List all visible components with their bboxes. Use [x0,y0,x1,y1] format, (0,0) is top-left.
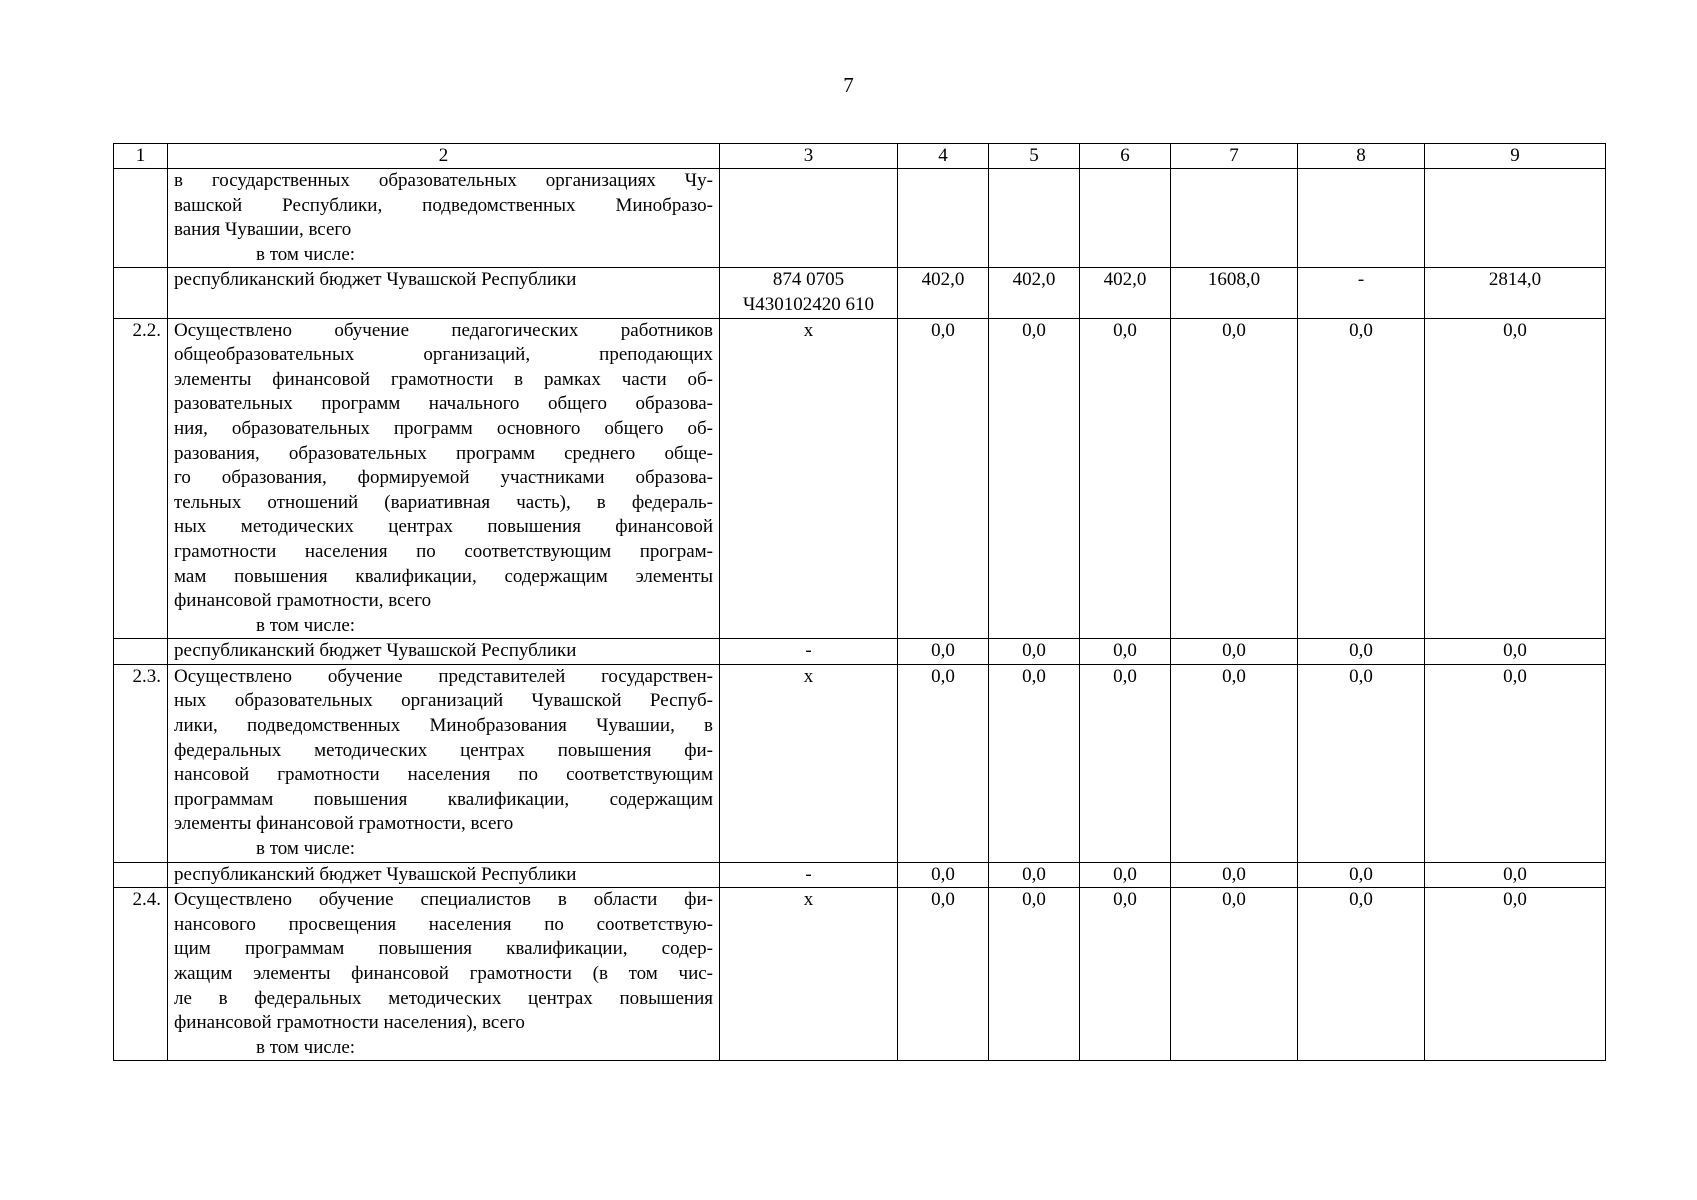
value-cell-c3: 874 0705 Ч430102420 610 [720,268,898,318]
value-cell-c6: 0,0 [1080,888,1171,1061]
description-line: го образования, формируемой участниками образова- [174,467,713,489]
value-cell-c8: - [1298,268,1425,318]
description-line: общеобразовательных организаций, преподающих [174,344,713,366]
description-line: ных методических центрах повышения финансовой [174,516,713,538]
description-cell [168,318,720,639]
value-cell-c5: 0,0 [989,888,1080,1061]
budget-table [113,143,1606,1061]
description-line: финансовой грамотности населения), всего [174,1012,525,1034]
description-line: ния, образовательных программ основного общего об- [174,417,713,439]
description-line: ле в федеральных методических центрах повышения [174,987,713,1009]
value-cell-c8: 0,0 [1298,664,1425,862]
description-line: Осуществлено обучение педагогических работников [174,319,713,341]
value-cell-c5 [989,169,1080,268]
header-cell: 2 [168,144,720,169]
description-line: нансового просвещения населения по соответствую- [174,913,713,935]
value-cell-c9: 0,0 [1425,639,1606,665]
value-cell-c5: 0,0 [989,318,1080,639]
value-cell-c7: 1608,0 [1171,268,1298,318]
header-cell: 5 [989,144,1080,169]
value-cell-c5: 0,0 [989,664,1080,862]
table-row [114,169,1606,268]
table-row [114,862,1606,888]
description-line: жащим элементы финансовой грамотности (в том чис- [174,963,713,984]
table-row [114,268,1606,318]
value-cell-c7: 0,0 [1171,639,1298,665]
description-line: финансовой грамотности, всего [174,590,432,612]
value-cell-c4: 0,0 [898,862,989,888]
description-cell [168,639,720,665]
table-row [114,318,1606,639]
value-cell-c6: 0,0 [1080,318,1171,639]
row-number-cell [114,169,168,268]
header-cell: 8 [1298,144,1425,169]
including-label: в том числе: [256,614,356,636]
value-cell-c3: - [720,639,898,665]
header-cell: 4 [898,144,989,169]
value-cell-c7: 0,0 [1171,862,1298,888]
description-line: мам повышения квалификации, содержащим элементы [174,565,713,587]
value-cell-c5: 0,0 [989,862,1080,888]
description-line: щим программам повышения квалификации, содер- [174,938,713,960]
description-cell [168,169,720,268]
description-line: федеральных методических центрах повышения фи- [174,739,713,761]
value-cell-c4: 0,0 [898,888,989,1061]
value-cell-c9: 0,0 [1425,318,1606,639]
value-cell-c4: 402,0 [898,268,989,318]
value-cell-c3 [720,169,898,268]
row-number-cell: 2.4. [114,888,168,1061]
value-cell-c7: 0,0 [1171,318,1298,639]
value-cell-c4: 0,0 [898,639,989,665]
value-cell-c7 [1171,169,1298,268]
value-cell-c4 [898,169,989,268]
value-cell-c4: 0,0 [898,664,989,862]
value-cell-c3: х [720,318,898,639]
value-cell-c9: 2814,0 [1425,268,1606,318]
value-cell-c4: 0,0 [898,318,989,639]
header-cell: 7 [1171,144,1298,169]
table-row [114,639,1606,665]
value-cell-c6: 0,0 [1080,639,1171,665]
description-line: тельных отношений (вариативная часть), в федераль- [174,491,713,513]
table-row [114,888,1606,1061]
description-line: Осуществлено обучение представителей государствен- [174,665,713,687]
value-cell-c7: 0,0 [1171,664,1298,862]
header-cell: 3 [720,144,898,169]
value-cell-c8 [1298,169,1425,268]
description-cell [168,664,720,862]
description-line: лики, подведомственных Минобразования Чувашии, в [174,715,713,737]
description-line: элементы финансовой грамотности, всего [174,813,514,835]
table-body [114,144,1606,1061]
value-cell-c8: 0,0 [1298,639,1425,665]
table-row [114,664,1606,862]
value-cell-c9 [1425,169,1606,268]
row-number-cell [114,639,168,665]
row-number-cell [114,268,168,318]
description-line: ных образовательных организаций Чувашской Респуб- [174,690,713,712]
header-cell: 6 [1080,144,1171,169]
value-cell-c3: х [720,888,898,1061]
description-line: республиканский бюджет Чувашской Республики [174,269,577,291]
value-cell-c8: 0,0 [1298,888,1425,1061]
value-cell-c9: 0,0 [1425,664,1606,862]
value-cell-c9: 0,0 [1425,862,1606,888]
header-cell: 1 [114,144,168,169]
row-number-cell [114,862,168,888]
value-cell-c6: 402,0 [1080,268,1171,318]
value-cell-c5: 402,0 [989,268,1080,318]
column-number-header-row [114,144,1606,169]
including-label: в том числе: [256,243,356,265]
value-cell-c3: - [720,862,898,888]
description-cell [168,862,720,888]
description-line: республиканский бюджет Чувашской Республики [174,863,577,885]
description-line: вания Чувашии, всего [174,219,352,241]
value-cell-c6: 0,0 [1080,862,1171,888]
description-cell [168,888,720,1061]
page-number: 7 [843,73,854,97]
description-line: республиканский бюджет Чувашской Республики [174,640,577,662]
value-cell-c5: 0,0 [989,639,1080,665]
including-label: в том числе: [256,838,356,860]
description-line: вашской Республики, подведомственных Минобразо- [174,194,713,216]
value-cell-c8: 0,0 [1298,318,1425,639]
row-number-cell: 2.3. [114,664,168,862]
including-label: в том числе: [256,1036,356,1058]
description-line: Осуществлено обучение специалистов в области фи- [174,889,713,911]
description-line: элементы финансовой грамотности в рамках части об- [174,368,713,390]
description-line: разовательных программ начального общего образова- [174,393,713,415]
value-cell-c9: 0,0 [1425,888,1606,1061]
description-line: разования, образовательных программ среднего обще- [174,442,713,464]
row-number-cell: 2.2. [114,318,168,639]
value-cell-c6: 0,0 [1080,664,1171,862]
description-line: грамотности населения по соответствующим програм- [174,540,713,562]
value-cell-c7: 0,0 [1171,888,1298,1061]
value-cell-c8: 0,0 [1298,862,1425,888]
description-line: программам повышения квалификации, содержащим [174,788,713,810]
value-cell-c3: х [720,664,898,862]
header-cell: 9 [1425,144,1606,169]
description-line: в государственных образовательных организациях Чу- [174,170,713,191]
description-line: нансовой грамотности населения по соответствующим [174,764,713,786]
description-cell [168,268,720,318]
value-cell-c6 [1080,169,1171,268]
